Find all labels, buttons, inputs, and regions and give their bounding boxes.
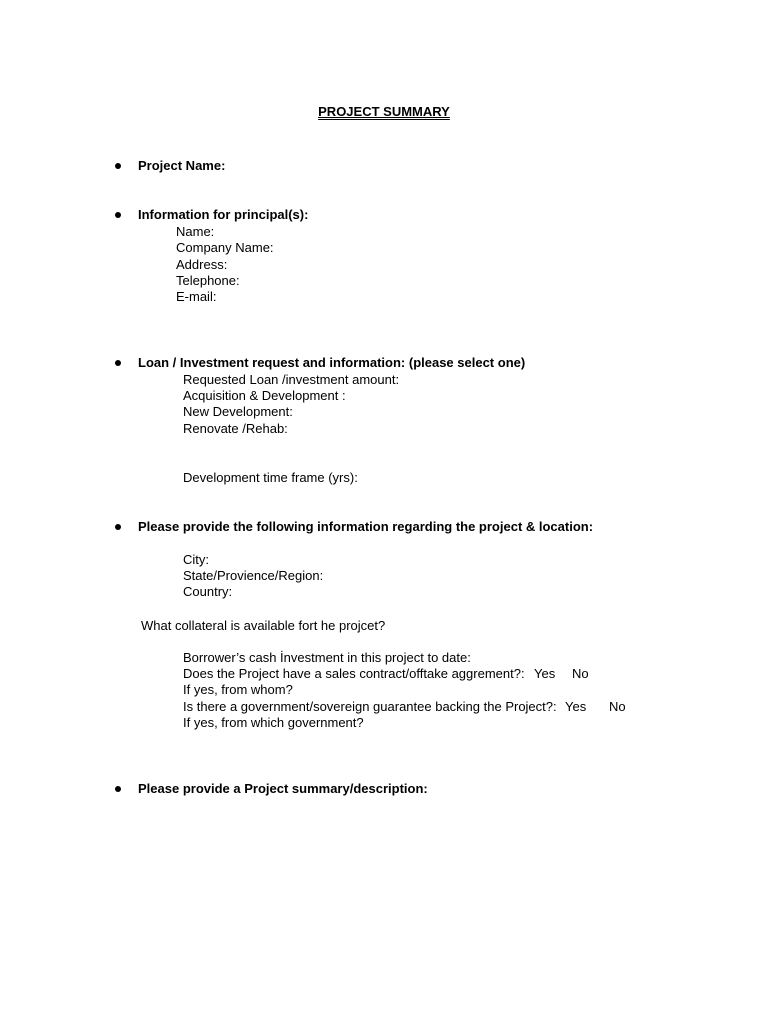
cash-investment-label: Borrower’s cash İnvestment in this project to date:: [183, 650, 471, 665]
page-title: PROJECT SUMMARY: [318, 104, 450, 119]
location-state-label: State/Provience/Region:: [183, 568, 324, 583]
principal-telephone-label: Telephone:: [176, 273, 240, 288]
bullet-icon: [115, 524, 121, 530]
government-guarantee-question: Is there a government/sovereign guarantee backing the Project?:: [183, 699, 557, 714]
government-guarantee-followup: If yes, from which government?: [183, 715, 364, 730]
principal-name-label: Name:: [176, 224, 215, 239]
principal-email-label: E-mail:: [176, 289, 217, 304]
government-guarantee-yes-option[interactable]: Yes: [565, 699, 587, 714]
loan-heading: Loan / Investment request and information: (please select one): [138, 355, 526, 370]
bullet-icon: [115, 360, 121, 366]
loan-renovate-label: Renovate /Rehab:: [183, 421, 288, 436]
sales-contract-followup: If yes, from whom?: [183, 682, 293, 697]
bullet-icon: [115, 786, 121, 792]
development-time-frame-label: Development time frame (yrs):: [183, 470, 358, 485]
principal-company-label: Company Name:: [176, 240, 274, 255]
principal-address-label: Address:: [176, 257, 228, 272]
project-name-label: Project Name:: [138, 158, 226, 173]
collateral-question: What collateral is available fort he projcet?: [141, 618, 386, 633]
sales-contract-yes-option[interactable]: Yes: [534, 666, 556, 681]
loan-new-development-label: New Development:: [183, 404, 293, 419]
location-country-label: Country:: [183, 584, 233, 599]
loan-acquisition-label: Acquisition & Development :: [183, 388, 346, 403]
bullet-icon: [115, 163, 121, 169]
sales-contract-question: Does the Project have a sales contract/offtake aggrement?:: [183, 666, 525, 681]
sales-contract-no-option[interactable]: No: [572, 666, 589, 681]
bullet-icon: [115, 212, 121, 218]
location-heading: Please provide the following information regarding the project & location:: [138, 519, 594, 534]
government-guarantee-no-option[interactable]: No: [609, 699, 626, 714]
project-summary-heading: Please provide a Project summary/description:: [138, 781, 428, 796]
principal-heading: Information for principal(s):: [138, 207, 309, 222]
loan-amount-label: Requested Loan /investment amount:: [183, 372, 400, 387]
location-city-label: City:: [183, 552, 209, 567]
